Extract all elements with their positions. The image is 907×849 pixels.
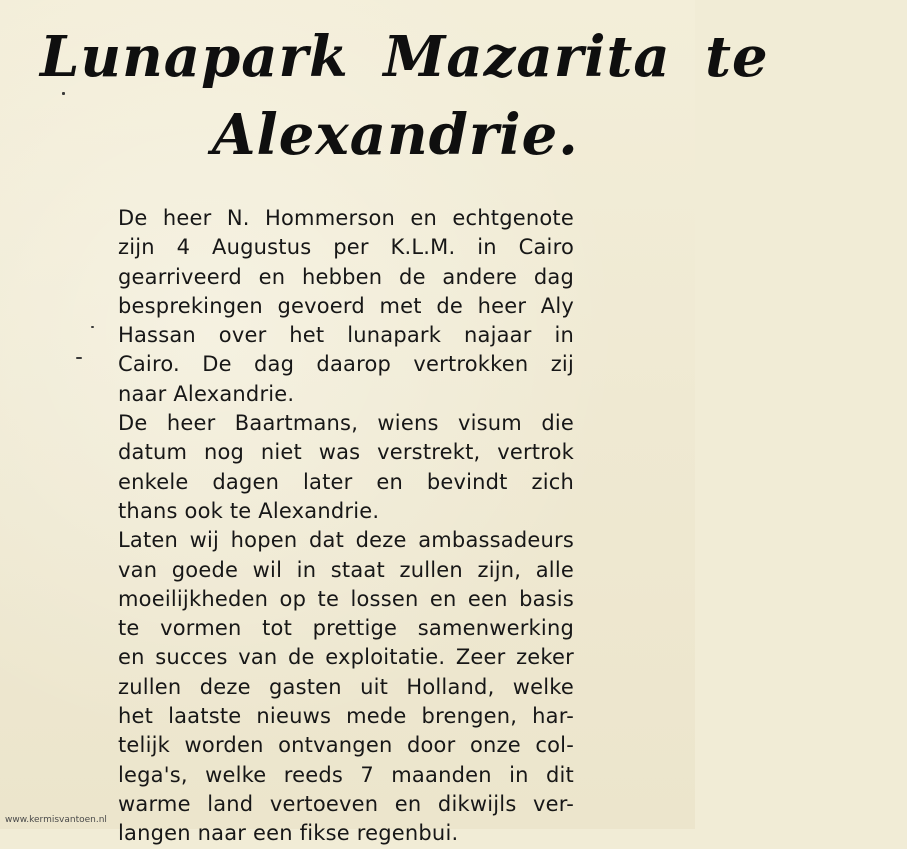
print-speck <box>76 357 82 359</box>
article-line: te vormen tot prettige samenwerking <box>118 616 574 641</box>
article-line: telijk worden ontvangen door onze col- <box>118 733 574 758</box>
article-line: warme land vertoeven en dikwijls ver- <box>118 791 574 816</box>
headline-line-1: Lunapark Mazarita te <box>40 24 769 90</box>
article-line: De heer N. Hommerson en echtgenote <box>118 206 574 230</box>
article-line: De heer Baartmans, wiens visum die <box>118 411 574 436</box>
article-line: van goede wil in staat zullen zijn, alle <box>118 557 574 582</box>
article-line: naar Alexandrie. <box>118 381 295 406</box>
headline-line-2: Alexandrie. <box>212 102 579 168</box>
article-line: en succes van de exploitatie. Zeer zeker <box>118 645 574 670</box>
article-line: het laatste nieuws mede brengen, har- <box>118 704 574 729</box>
article-line: moeilijkheden op te lossen en een basis <box>118 586 574 611</box>
article-line: Hassan over het lunapark najaar in <box>118 323 574 348</box>
article-line: zijn 4 Augustus per K.L.M. in Cairo <box>118 235 574 260</box>
print-speck <box>62 92 65 95</box>
article-line: zullen deze gasten uit Holland, welke <box>118 674 574 699</box>
article-line: datum nog niet was verstrekt, vertrok <box>118 440 574 465</box>
article-line: gearriveerd en hebben de andere dag <box>118 264 574 289</box>
print-speck <box>91 326 94 328</box>
article-line: Cairo. De dag daarop vertrokken zij <box>118 352 574 377</box>
article-body <box>118 204 678 849</box>
article-line: Laten wij hopen dat deze ambassadeurs <box>118 528 574 553</box>
source-credit: www.kermisvantoen.nl <box>5 815 107 825</box>
article-line: lega's, welke reeds 7 maanden in dit <box>118 762 574 787</box>
article-line: enkele dagen later en bevindt zich <box>118 469 574 494</box>
article-line: besprekingen gevoerd met de heer Aly <box>118 293 574 318</box>
article-line: thans ook te Alexandrie. <box>118 498 380 523</box>
article-line: langen naar een fikse regenbui. <box>118 821 459 846</box>
